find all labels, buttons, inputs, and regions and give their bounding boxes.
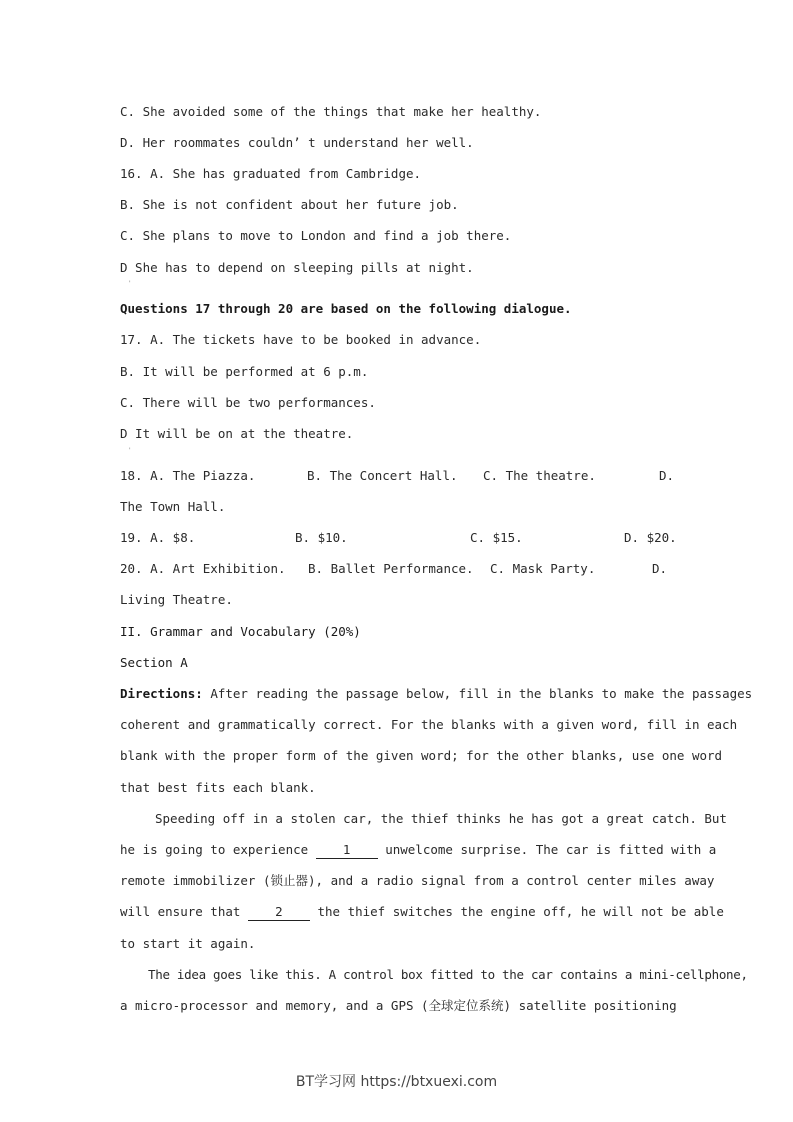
- q20-option-b: B. Ballet Performance.: [308, 561, 474, 576]
- stray-mark: ': [128, 447, 132, 454]
- dialogue-heading: Questions 17 through 20 are based on the following dialogue.: [120, 301, 572, 316]
- q17-option-d: D It will be on at the theatre.: [120, 426, 354, 441]
- q18-option-d-label: D.: [659, 468, 675, 483]
- q18-option-b: B. The Concert Hall.: [307, 468, 458, 483]
- q15-option-d: D. Her roommates couldn’ t understand her well.: [120, 135, 474, 150]
- section-title: Section A: [120, 655, 188, 670]
- passage-p1-line-5: to start it again.: [120, 936, 256, 951]
- q18-option-a: 18. A. The Piazza.: [120, 468, 256, 483]
- q19-option-d: D. $20.: [624, 530, 677, 545]
- passage-p1-line-4: [120, 904, 724, 921]
- watermark-footer: BT学习网 https://btxuexi.com: [295, 1074, 498, 1090]
- part-title: II. Grammar and Vocabulary (20%): [120, 624, 361, 639]
- directions-line-2: coherent and grammatically correct. For the blanks with a given word, fill in each: [120, 717, 738, 732]
- q17-option-b: B. It will be performed at 6 p.m.: [120, 364, 369, 379]
- q16-option-b: B. She is not confident about her future job.: [120, 197, 459, 212]
- q20-option-d-text: Living Theatre.: [120, 592, 233, 607]
- passage-text: he is going to experience: [120, 842, 316, 857]
- q20-option-a: 20. A. Art Exhibition.: [120, 561, 286, 576]
- q15-option-c: C. She avoided some of the things that make her healthy.: [120, 104, 542, 119]
- q20-option-c: C. Mask Party.: [490, 561, 596, 576]
- stray-mark: ': [128, 280, 132, 287]
- directions-line-3: blank with the proper form of the given word; for the other blanks, use one word: [120, 748, 723, 763]
- q17-option-a: 17. A. The tickets have to be booked in advance.: [120, 332, 482, 347]
- directions-text: After reading the passage below, fill in the blanks to make the passages: [202, 686, 753, 701]
- q16-option-a: 16. A. She has graduated from Cambridge.: [120, 166, 422, 181]
- q16-option-d: D She has to depend on sleeping pills at night.: [120, 260, 474, 275]
- passage-p2-line-1: The idea goes like this. A control box fitted to the car contains a mini-cellphone,: [148, 967, 748, 982]
- passage-p1-line-1: Speeding off in a stolen car, the thief thinks he has got a great catch. But: [155, 811, 727, 826]
- q19-option-c: C. $15.: [470, 530, 523, 545]
- passage-text: unwelcome surprise. The car is fitted with a: [377, 842, 717, 857]
- q16-option-c: C. She plans to move to London and find a job there.: [120, 228, 512, 243]
- q18-option-c: C. The theatre.: [483, 468, 596, 483]
- q17-option-c: C. There will be two performances.: [120, 395, 376, 410]
- blank-1[interactable]: 1: [316, 842, 378, 859]
- q18-option-d-text: The Town Hall.: [120, 499, 226, 514]
- passage-p1-line-3: remote immobilizer (锁止器), and a radio signal from a control center miles away: [120, 873, 715, 888]
- passage-p2-line-2: a micro-processor and memory, and a GPS (全球定位系统) satellite positioning: [120, 998, 677, 1013]
- directions-label: Directions:: [120, 686, 203, 701]
- q19-option-a: 19. A. $8.: [120, 530, 196, 545]
- directions-line-1: [120, 686, 752, 702]
- directions-line-4: that best fits each blank.: [120, 780, 316, 795]
- q19-option-b: B. $10.: [295, 530, 348, 545]
- passage-p1-line-2: [120, 842, 716, 859]
- q20-option-d-label: D.: [652, 561, 668, 576]
- blank-2[interactable]: 2: [248, 904, 310, 921]
- passage-text: will ensure that: [120, 904, 248, 919]
- passage-text: the thief switches the engine off, he will not be able: [309, 904, 724, 919]
